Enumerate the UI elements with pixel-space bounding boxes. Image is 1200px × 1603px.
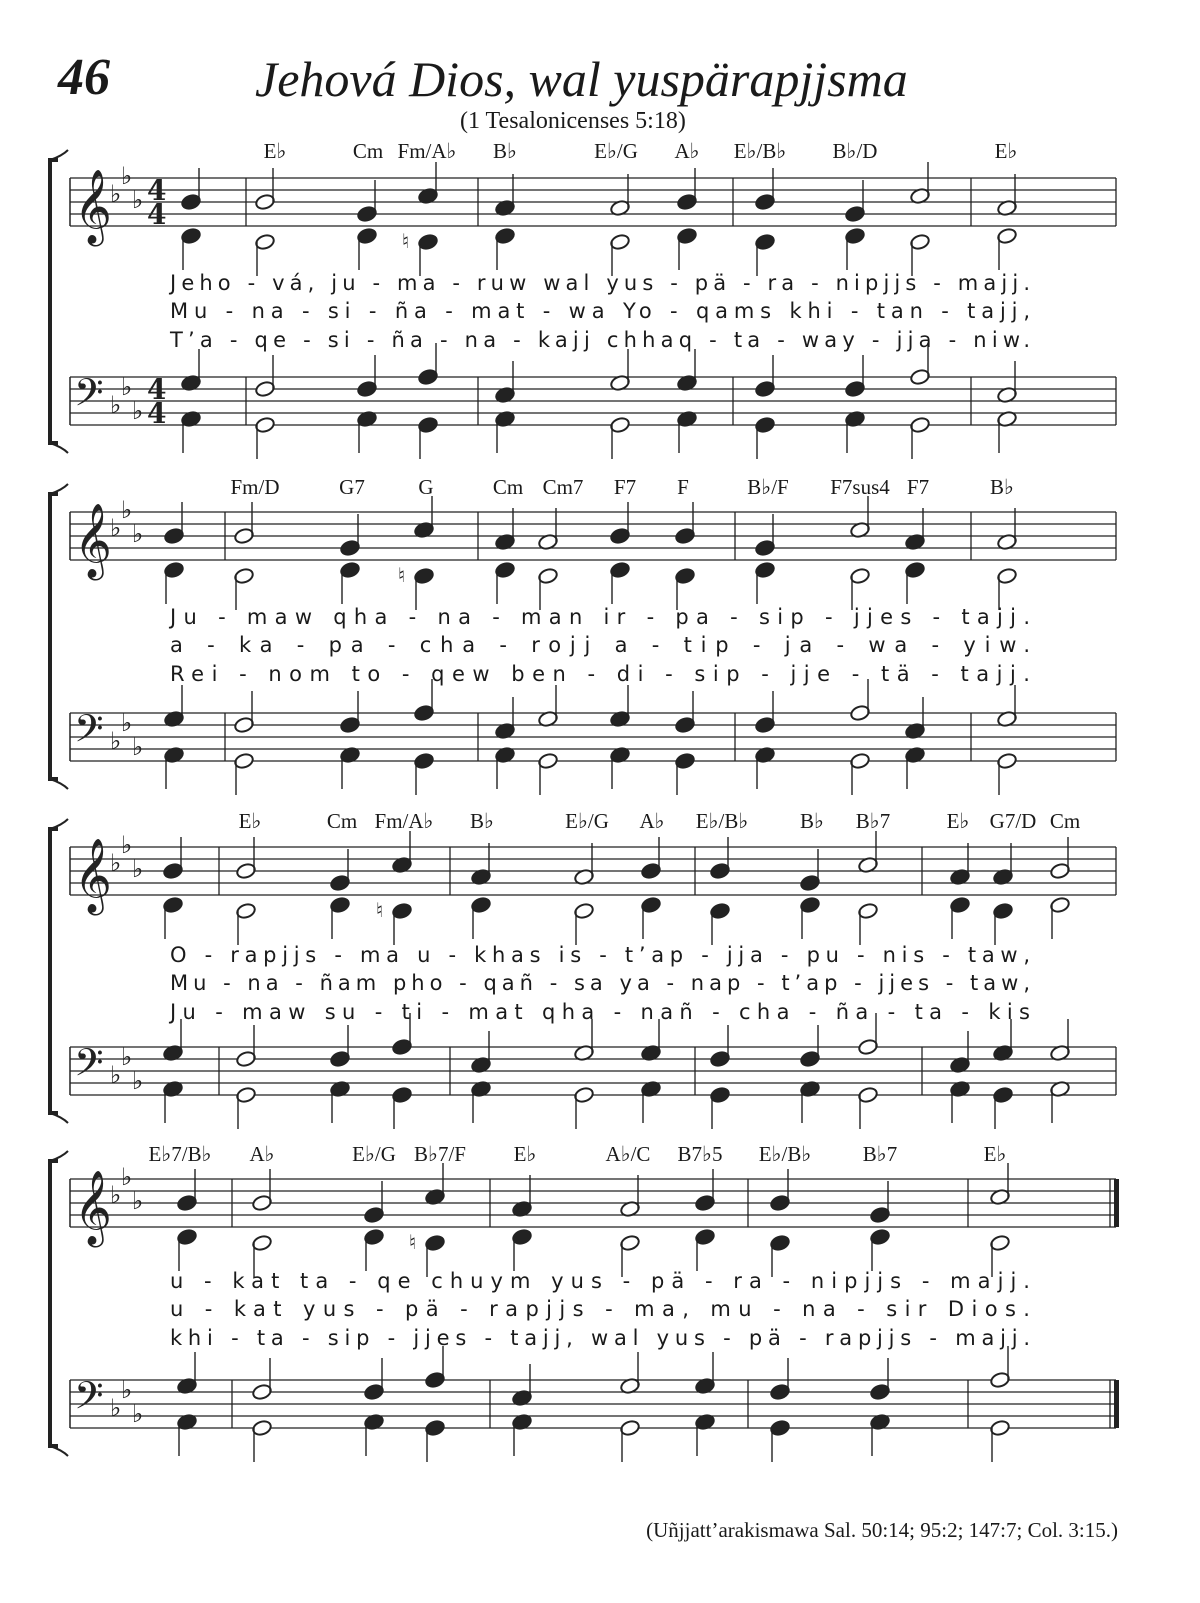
brace-hook-bottom	[50, 779, 68, 789]
brace-hook-top	[50, 150, 68, 160]
lyric-line-verse-2: Mu - na - ñam pho - qañ - sa ya - nap - t’ap - jjes - taw,	[170, 971, 1030, 995]
lyric-line-verse-3: Ju - maw su - ti - mat qha - nañ - cha - ña - ta - kis	[170, 1000, 1031, 1024]
system-4	[50, 1142, 1119, 1462]
chord-symbol: E♭/B♭	[733, 139, 787, 163]
flat-icon: ♭	[121, 373, 133, 401]
flat-icon: ♭	[110, 1061, 122, 1089]
chord-symbol: A♭	[249, 1142, 275, 1166]
treble-notes	[163, 496, 1017, 610]
natural-icon: ♮	[402, 229, 410, 253]
brace-hook-bottom	[50, 1446, 68, 1456]
brace-hook-top	[50, 1151, 68, 1161]
chord-symbol: E♭	[513, 1142, 537, 1166]
flat-icon: ♭	[132, 1187, 144, 1215]
chord-symbol: E♭/G	[565, 809, 609, 833]
brace-icon	[50, 160, 58, 443]
flat-icon: ♭	[121, 1043, 133, 1071]
bass-clef-icon: 𝄢	[74, 706, 104, 760]
chord-symbol: Cm	[492, 475, 524, 499]
chord-symbol: E♭	[994, 139, 1018, 163]
brace-hook-top	[50, 819, 68, 829]
brace-icon	[50, 829, 58, 1113]
chord-symbol: A♭	[639, 809, 665, 833]
brace-icon	[50, 494, 58, 779]
final-bar-thick	[1114, 1179, 1119, 1227]
flat-icon: ♭	[132, 1067, 144, 1095]
time-signature-top: 4	[147, 373, 167, 406]
flat-icon: ♭	[110, 1181, 122, 1209]
chord-symbol: B♭	[800, 809, 824, 833]
hymn-number: 46	[58, 49, 110, 106]
chord-symbol: Cm	[352, 139, 384, 163]
treble-notes	[176, 1163, 1010, 1277]
flat-icon: ♭	[121, 162, 133, 190]
chord-symbol: Cm	[1049, 809, 1081, 833]
natural-icon: ♮	[376, 898, 384, 922]
lyrics	[168, 605, 1030, 686]
bass-staff	[70, 1373, 1119, 1428]
chord-symbol: F7	[906, 475, 930, 499]
flat-icon: ♭	[121, 1376, 133, 1404]
treble-notes	[180, 162, 1017, 276]
lyric-line-verse-1: Jeho - vá, ju - ma - ruw wal yus - pä - ra - nipjjs - majj.	[170, 271, 1030, 295]
chord-symbol: Fm/A♭	[374, 809, 434, 833]
scripture-reference: (1 Tesalonicenses 5:18)	[460, 108, 686, 134]
chord-symbol: Fm/A♭	[397, 139, 457, 163]
lyrics	[168, 943, 1030, 1024]
chord-symbol: B♭/D	[832, 139, 878, 163]
treble-staff	[70, 1163, 1119, 1248]
bass-clef-icon: 𝄢	[74, 1373, 104, 1427]
natural-icon: ♮	[409, 1230, 417, 1254]
chord-symbol: E♭	[983, 1142, 1007, 1166]
bass-staff	[70, 370, 1116, 430]
chord-symbols	[264, 139, 1018, 163]
brace-hook-bottom	[50, 1113, 68, 1123]
system-3	[50, 809, 1116, 1129]
flat-icon: ♭	[132, 186, 144, 214]
flat-icon: ♭	[121, 496, 133, 524]
chord-symbol: E♭7/B♭	[148, 1142, 212, 1166]
chord-symbol: B♭	[990, 475, 1014, 499]
lyric-line-verse-1: O - rapjjs - ma u - khas is - t’ap - jja - pu - nis - taw,	[170, 943, 1030, 967]
flat-icon: ♭	[110, 727, 122, 755]
chord-symbol: E♭/B♭	[695, 809, 749, 833]
flat-icon: ♭	[110, 514, 122, 542]
bass-staff	[70, 706, 1116, 761]
lyric-line-verse-2: u - kat yus - pä - rapjjs - ma, mu - na - sir Dios.	[170, 1297, 1030, 1321]
footnote: (Uñjjatt’arakismawa Sal. 50:14; 95:2; 147:7; Col. 3:15.)	[646, 1518, 1118, 1542]
lyric-line-verse-2: a - ka - pa - cha - rojj a - tip - ja - wa - yiw.	[170, 633, 1030, 657]
chord-symbol: Cm	[326, 809, 358, 833]
treble-clef-icon: 𝄞	[74, 170, 112, 244]
lyric-line-verse-3: khi - ta - sip - jjes - tajj, wal yus - pä - rapjjs - majj.	[170, 1326, 1030, 1350]
flat-icon: ♭	[110, 180, 122, 208]
time-signature-bottom: 4	[147, 397, 167, 430]
flat-icon: ♭	[121, 1163, 133, 1191]
lyric-line-verse-3: Rei - nom to - qew ben - di - sip - jje - tä - tajj.	[170, 662, 1030, 686]
chord-symbol: G7/D	[989, 809, 1037, 833]
final-bar-thick	[1114, 1380, 1119, 1428]
flat-icon: ♭	[132, 855, 144, 883]
time-signature-bottom: 4	[147, 198, 167, 231]
chord-symbol: E♭/B♭	[758, 1142, 812, 1166]
chord-symbol: F7sus4	[830, 475, 890, 499]
chord-symbol: F7	[613, 475, 637, 499]
lyric-line-verse-1: u - kat ta - qe chuym yus - pä - ra - nipjjs - majj.	[170, 1269, 1030, 1293]
treble-staff	[70, 162, 1116, 247]
system-2	[50, 475, 1116, 795]
brace-icon	[50, 1161, 58, 1446]
hymn-title: Jehová Dios, wal yuspärapjjsma	[255, 51, 908, 107]
flat-icon: ♭	[132, 520, 144, 548]
treble-clef-icon: 𝄞	[74, 839, 112, 913]
lyric-line-verse-2: Mu - na - si - ña - mat - wa Yo - qams khi - tan - tajj,	[170, 299, 1030, 323]
flat-icon: ♭	[110, 849, 122, 877]
chord-symbol: A♭	[674, 139, 700, 163]
flat-icon: ♭	[132, 397, 144, 425]
treble-staff	[70, 496, 1116, 581]
chord-symbol: G	[418, 475, 434, 499]
chord-symbol: B7♭5	[677, 1142, 723, 1166]
bass-clef-icon: 𝄢	[74, 370, 104, 424]
flat-icon: ♭	[110, 1394, 122, 1422]
chord-symbols	[149, 1142, 1007, 1166]
chord-symbol: B♭7	[862, 1142, 898, 1166]
time-signature-top: 4	[147, 174, 167, 207]
chord-symbols	[230, 475, 1013, 499]
brace-hook-bottom	[50, 443, 68, 453]
lyrics	[168, 271, 1030, 352]
chord-symbol: B♭	[493, 139, 517, 163]
flat-icon: ♭	[132, 1400, 144, 1428]
chord-symbol: Fm/D	[230, 475, 280, 499]
flat-icon: ♭	[121, 831, 133, 859]
lyric-line-verse-3: T’a - qe - si - ña - na - kajj chhaq - ta - way - jja - niw.	[170, 328, 1031, 352]
chord-symbol: B♭7	[855, 809, 891, 833]
chord-symbol: E♭	[946, 809, 970, 833]
chord-symbol: Cm7	[542, 475, 584, 499]
chord-symbol: F	[677, 475, 689, 499]
chord-symbol: G7	[339, 475, 365, 499]
chord-symbols	[239, 809, 1081, 833]
system-1	[50, 139, 1116, 459]
brace-hook-top	[50, 484, 68, 494]
chord-symbol: A♭/C	[605, 1142, 651, 1166]
chord-symbol: E♭	[238, 809, 262, 833]
flat-icon: ♭	[110, 391, 122, 419]
chord-symbol: E♭/G	[594, 139, 638, 163]
treble-clef-icon: 𝄞	[74, 504, 112, 578]
chord-symbol: B♭7/F	[414, 1142, 466, 1166]
lyrics	[170, 1269, 1030, 1350]
natural-icon: ♮	[398, 563, 406, 587]
treble-clef-icon: 𝄞	[74, 1171, 112, 1245]
flat-icon: ♭	[121, 709, 133, 737]
bass-clef-icon: 𝄢	[74, 1040, 104, 1094]
lyric-line-verse-1: Ju - maw qha - na - man ir - pa - sip - jjes - tajj.	[170, 605, 1031, 629]
chord-symbol: B♭	[470, 809, 494, 833]
chord-symbol: E♭/G	[352, 1142, 396, 1166]
chord-symbol: B♭/F	[747, 475, 789, 499]
chord-symbol: E♭	[263, 139, 287, 163]
flat-icon: ♭	[132, 733, 144, 761]
treble-notes	[162, 831, 1070, 945]
